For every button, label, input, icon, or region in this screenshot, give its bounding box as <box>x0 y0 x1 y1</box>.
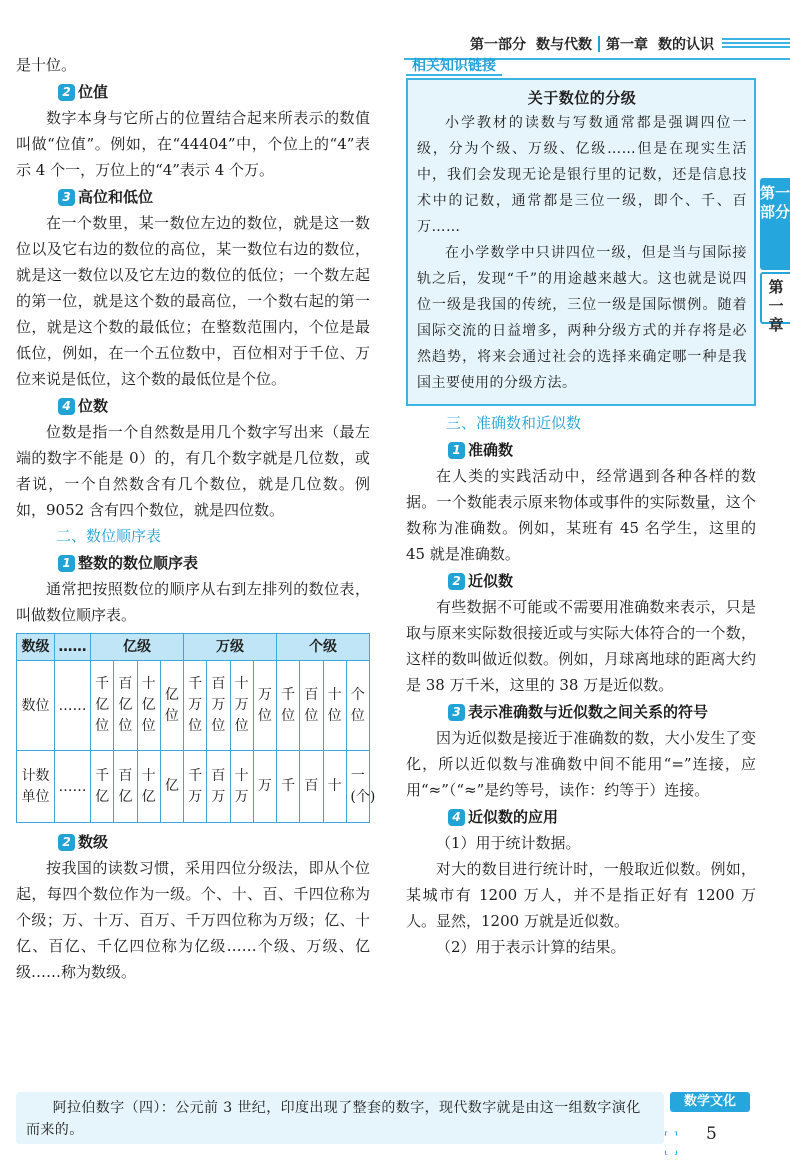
row-label: 计数单位 <box>17 751 55 823</box>
subheading-number-class <box>16 829 370 855</box>
header-part: 第一部分 <box>470 37 526 53</box>
table-cell: 万位 <box>253 661 276 751</box>
table-cell: 千 <box>277 751 300 823</box>
table-header-cell: …… <box>55 634 91 661</box>
number-badge: 3 <box>448 704 465 721</box>
paragraph-approx-number: 有些数据不可能或不需要用准确数来表示，只是取与原来实际数很接近或与实际大体符合的一个数，这样的数叫做近似数。例如，月球离地球的距离大约是 38 万千米，这里的 38 万是近似数。 <box>406 598 756 694</box>
page-header <box>470 34 790 54</box>
number-badge: 1 <box>58 555 75 572</box>
table-cell: 千亿 <box>91 751 114 823</box>
table-row-units <box>17 751 370 823</box>
related-knowledge-box <box>406 78 756 406</box>
table-cell: 十万位 <box>230 661 253 751</box>
number-badge: 3 <box>58 189 75 206</box>
box-title: 关于数位的分级 <box>527 89 637 107</box>
header-stripes <box>722 38 790 50</box>
paragraph-application-2: 对大的数目进行统计时，一般取近似数。例如，某城市有 1200 万人，并不是指正好有 1200 万人。显然，1200 万就是近似数。 <box>406 860 756 930</box>
box-paragraph: 在小学数学中只讲四位一级，但是当与国际接轨之后，发现“千”的用途越来越大。这也就是说四位一级是我国的传统，三位一级是国际惯例。随着国际交流的日益增多，两种分级方式的并存将是必然趋势，将来会通过社会的选择来确定哪一种是我国主要使用的分级方法。 <box>417 245 747 391</box>
section-heading-order-table: 二、数位顺序表 <box>56 527 162 545</box>
subheading-title: 近似数的应用 <box>468 808 559 826</box>
table-cell: 百位 <box>300 661 323 751</box>
table-cell: 百 <box>300 751 323 823</box>
paragraph-exact-number: 在人类的实践活动中，经常遇到各种各样的数据。一个数能表示原来物体或事件的实际数量，这个数称为准确数。例如，某班有 45 名学生，这里的 45 就是准确数。 <box>406 467 756 563</box>
page-number: 5 <box>706 1124 717 1144</box>
subheading-title: 高位和低位 <box>78 188 154 206</box>
table-cell: 十 <box>323 751 346 823</box>
left-column <box>16 52 376 985</box>
table-cell: 百万 <box>207 751 230 823</box>
subheading-place-value <box>16 79 370 105</box>
section-heading-exact-approx: 三、准确数和近似数 <box>446 414 582 432</box>
intro-line: 是十位。 <box>16 56 77 74</box>
math-culture-text: 阿拉伯数字（四）：公元前 3 世纪，印度出现了整套的数字，现代数字就是由这一组数字演化而来的。 <box>26 1100 641 1138</box>
paragraph-order-table: 通常把按照数位的顺序从右到左排列的数位表，叫做数位顺序表。 <box>16 580 370 624</box>
paragraph-place-value: 数字本身与它所占的位置结合起来所表示的数值叫做“位值”。例如，在“44404”中，个位上的“4”表示 4 个一，万位上的“4”表示 4 个万。 <box>16 109 370 179</box>
subheading-approx-application <box>406 804 756 830</box>
table-header-row <box>17 634 370 661</box>
box-paragraph: 小学教材的读数与写数通常都是强调四位一级，分为个级、万级、亿级……但是在现实生活中，我们会发现无论是银行里的记数，还是信息技术中的记数，通常都是三位一级，即个、千、百万…… <box>417 115 747 235</box>
place-value-table <box>16 633 376 823</box>
table-cell: …… <box>55 751 91 823</box>
subheading-approx-symbol <box>406 699 756 725</box>
table-cell: 个位 <box>346 661 369 751</box>
math-culture-label: 数学文化 <box>670 1092 750 1112</box>
table-row-positions <box>17 661 370 751</box>
subheading-high-low <box>16 184 370 210</box>
subheading-digit-count <box>16 393 370 419</box>
right-column <box>406 52 756 960</box>
table-header-cell: 万级 <box>184 634 277 661</box>
subheading-title: 整数的数位顺序表 <box>78 554 199 572</box>
number-badge: 2 <box>58 84 75 101</box>
table-cell: …… <box>55 661 91 751</box>
table-cell: 千亿位 <box>91 661 114 751</box>
decorative-dots-icon: ⸢ ⸣ ⸤ ⸥ <box>664 1130 680 1156</box>
subheading-exact-number <box>406 437 756 463</box>
table-cell: 十万 <box>230 751 253 823</box>
paragraph-approx-symbol: 因为近似数是接近于准确数的数，大小发生了变化，所以近似数与准确数中间不能用“=”连接，应用“≈”（“≈”是约等号，读作：约等于）连接。 <box>406 729 756 799</box>
table-cell: 百万位 <box>207 661 230 751</box>
table-cell: 十亿位 <box>137 661 160 751</box>
header-chapter: 第一章 <box>606 37 648 53</box>
subheading-order-table <box>16 550 370 576</box>
table-cell: 十位 <box>323 661 346 751</box>
math-culture-box <box>16 1092 664 1144</box>
number-badge: 1 <box>448 442 465 459</box>
subheading-title: 表示准确数与近似数之间关系的符号 <box>468 703 709 721</box>
number-badge: 4 <box>448 809 465 826</box>
side-tab-chapter: 第一章 <box>760 272 790 324</box>
table-cell: 千万 <box>184 751 207 823</box>
number-badge: 2 <box>448 573 465 590</box>
paragraph-application-3: （2）用于表示计算的结果。 <box>436 938 626 956</box>
subheading-title: 准确数 <box>468 441 514 459</box>
table-cell: 百亿位 <box>114 661 137 751</box>
table-cell: 一(个) <box>346 751 369 823</box>
side-tab-part: 第一部分 <box>760 178 790 270</box>
paragraph-digit-count: 位数是指一个自然数是用几个数字写出来（最左端的数字不能是 0）的，有几个数字就是几位数，或者说，一个自然数含有几个数位，就是几位数。例如，9052 含有四个数位，就是四位数。 <box>16 423 370 519</box>
number-badge: 2 <box>58 834 75 851</box>
table-cell: 百亿 <box>114 751 137 823</box>
table-cell: 亿 <box>160 751 183 823</box>
table-header-cell: 数级 <box>17 634 55 661</box>
table-cell: 万 <box>253 751 276 823</box>
subheading-title: 位值 <box>78 83 109 101</box>
header-chapter-title: 数的认识 <box>658 37 714 53</box>
table-cell: 千万位 <box>184 661 207 751</box>
subheading-title: 位数 <box>78 397 109 415</box>
related-knowledge-label: 相关知识链接 <box>406 56 502 76</box>
subheading-approx-number <box>406 568 756 594</box>
row-label: 数位 <box>17 661 55 751</box>
paragraph-application-1: （1）用于统计数据。 <box>436 834 581 852</box>
table-cell: 十亿 <box>137 751 160 823</box>
header-subject: 数与代数 <box>536 37 592 53</box>
table-cell: 亿位 <box>160 661 183 751</box>
table-header-cell: 亿级 <box>91 634 184 661</box>
table-header-cell: 个级 <box>277 634 370 661</box>
subheading-title: 近似数 <box>468 572 514 590</box>
table-cell: 千位 <box>277 661 300 751</box>
paragraph-high-low: 在一个数里，某一数位左边的数位，就是这一数位以及它右边的数位的高位，某一数位右边的数位，就是这一数位以及它左边的数位的低位；一个数左起的第一位，就是这个数的最高位，一个数右起的第一位，就是这个数的最低位；在整数范围内，个位是最低位，例如，在一个五位数中，百位相对于千位、万位来说是低位，这个数的最低位是个位。 <box>16 214 370 388</box>
header-separator <box>598 36 600 52</box>
subheading-title: 数级 <box>78 833 109 851</box>
number-badge: 4 <box>58 398 75 415</box>
paragraph-number-class: 按我国的读数习惯，采用四位分级法，即从个位起，每四个数位作为一级。个、十、百、千四位称为个级；万、十万、百万、千万四位称为万级；亿、十亿、百亿、千亿四位称为亿级……个级、万级、亿级……称为数级。 <box>16 859 370 981</box>
